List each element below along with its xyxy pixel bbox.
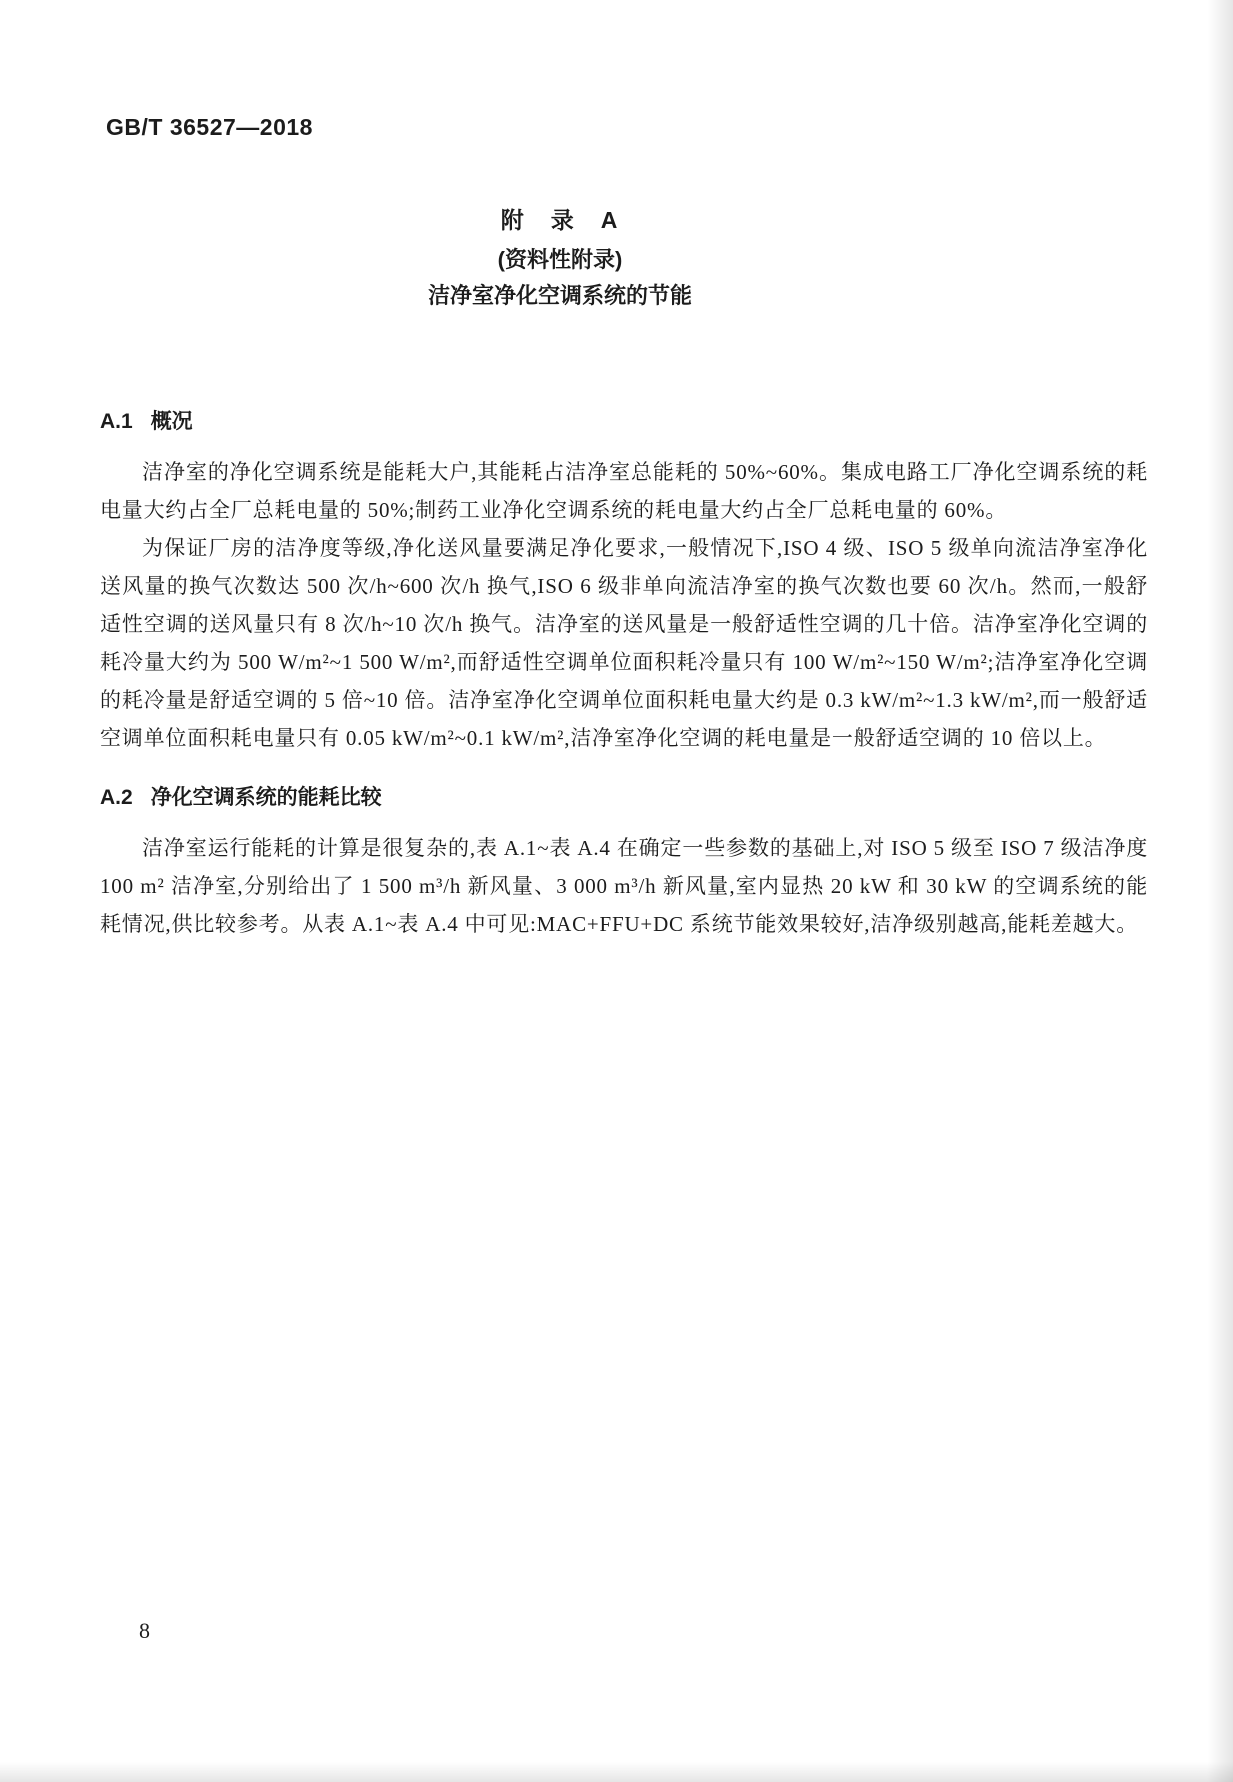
section-a2-title: 净化空调系统的能耗比较 (150, 786, 382, 809)
page-edge-shadow-right (1207, 0, 1233, 1782)
appendix-header (100, 205, 1020, 309)
section-a1-title: 概况 (150, 410, 193, 433)
standard-number: GB/T 36527—2018 (106, 114, 313, 140)
appendix-type-note: (资料性附录) (497, 247, 623, 272)
page-number: 8 (139, 1618, 150, 1643)
page-edge-shadow-bottom (0, 1762, 1233, 1782)
appendix-title: 洁净室净化空调系统的节能 (427, 283, 692, 308)
section-a1-body (100, 453, 1148, 757)
paragraph: 洁净室的净化空调系统是能耗大户,其能耗占洁净室总能耗的 50%~60%。集成电路工厂净化空调系统的耗电量大约占全厂总耗电量的 50%;制药工业净化空调系统的耗电量大约占全厂总耗电量的 60%。 (100, 460, 1148, 522)
section-a2-number: A.2 (100, 786, 133, 809)
appendix-label: 附 录 A (500, 207, 620, 233)
section-a1-heading (100, 409, 1148, 435)
paragraph: 洁净室运行能耗的计算是很复杂的,表 A.1~表 A.4 在确定一些参数的基础上,对 ISO 5 级至 ISO 7 级洁净度 100 m² 洁净室,分别给出了 1 500 m³/h 新风量、3 000 m³/h 新风量,室内显热 20 kW 和 30 kW 的空调系统的能耗情况,供比较参考。从表 A.1~表 A.4 中可见:MAC+FFU+DC 系统节能效果较好,洁净级别越高,能耗差越大。 (100, 836, 1148, 936)
section-a2-heading (100, 785, 1148, 811)
page-content (100, 205, 1148, 943)
section-a1-number: A.1 (100, 410, 133, 433)
section-a2-body (100, 829, 1148, 943)
paragraph: 为保证厂房的洁净度等级,净化送风量要满足净化要求,一般情况下,ISO 4 级、ISO 5 级单向流洁净室净化送风量的换气次数达 500 次/h~600 次/h 换气,ISO 6 级非单向流洁净室的换气次数也要 60 次/h。然而,一般舒适性空调的送风量只有 8 次/h~10 次/h 换气。洁净室的送风量是一般舒适性空调的几十倍。洁净室净化空调的耗冷量大约为 500 W/m²~1 500 W/m²,而舒适性空调单位面积耗冷量只有 100 W/m²~150 W/m²;洁净室净化空调的耗冷量是舒适空调的 5 倍~10 倍。洁净室净化空调单位面积耗电量大约是 0.3 kW/m²~1.3 kW/m²,而一般舒适空调单位面积耗电量只有 0.05 kW/m²~0.1 kW/m²,洁净室净化空调的耗电量是一般舒适空调的 10 倍以上。 (100, 536, 1148, 750)
